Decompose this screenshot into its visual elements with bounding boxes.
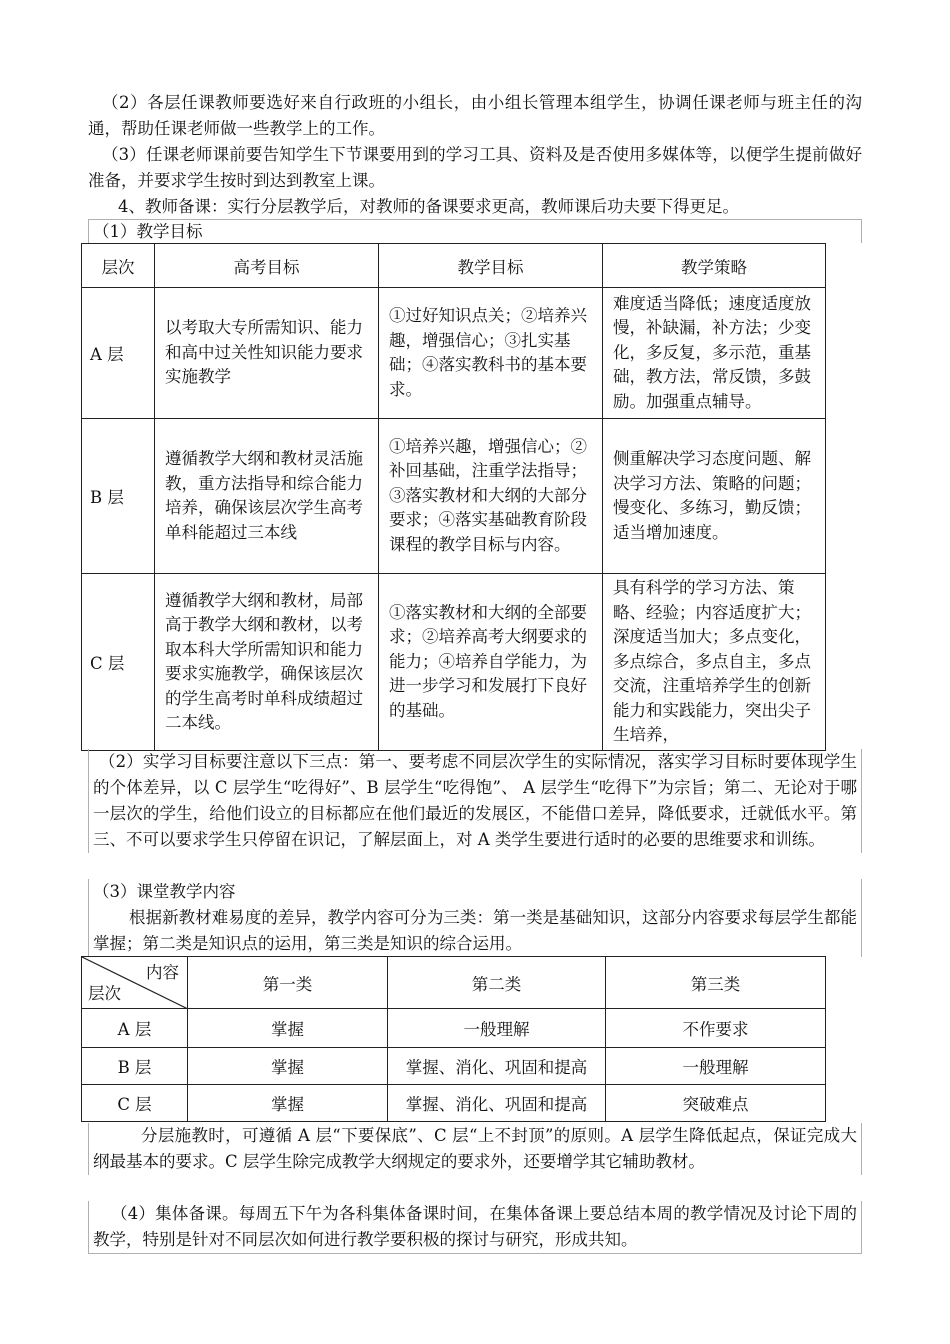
- exam-goal-cell: 以考取大专所需知识、能力和高中过关性知识能力要求实施教学: [155, 288, 379, 419]
- strategy-cell: 难度适当降低；速度适度放慢，补缺漏，补方法；少变化，多反复，多示范，重基础，教方法，常反馈，多鼓励。加强重点辅导。: [603, 288, 826, 419]
- header-level: 层次: [82, 244, 155, 288]
- content-categories-table: [81, 956, 826, 1122]
- table-header-row: [82, 244, 826, 288]
- category-2-cell: 掌握、消化、巩固和提高: [388, 1048, 606, 1085]
- exam-goal-cell: 遵循教学大纲和教材，局部高于教学大纲和教材，以考取本科大学所需知识和能力要求实施教学，确保该层次的学生高考时单科成绩超过二本线。: [155, 574, 379, 751]
- header-teaching-goal: 教学目标: [379, 244, 603, 288]
- teaching-goal-cell: ①培养兴趣，增强信心；②补回基础，注重学法指导；③落实教材和大纲的大部分要求；④落实基础教育阶段课程的教学目标与内容。: [379, 419, 603, 574]
- level-cell: A 层: [82, 288, 155, 419]
- table-row: [82, 288, 826, 419]
- header-teaching-strategy: 教学策略: [603, 244, 826, 288]
- header-category-1: 第一类: [188, 957, 388, 1009]
- category-2-cell: 掌握、消化、巩固和提高: [388, 1085, 606, 1122]
- header-category-3: 第三类: [606, 957, 826, 1009]
- header-exam-goal: 高考目标: [155, 244, 379, 288]
- category-1-cell: 掌握: [188, 1048, 388, 1085]
- paragraph-learning-goal-notes: （2）实学习目标要注意以下三点：第一、要考虑不同层次学生的实际情况，落实学习目标时要体现学生的个体差异，以 C 层学生“吃得好”、B 层学生“吃得饱”、 A 层学生“吃得下”为宗旨；第二、无论对于哪一层次的学生，给他们设立的目标都应在他们最近的发展区，不能借口差异，降低要求，迁就低水平。第三、不可以要求学生只停留在识记，了解层面上，对 A 类学生要进行适时的必要的思维要求和训练。: [88, 749, 862, 853]
- table-row: [82, 419, 826, 574]
- diagonal-header-cell: [82, 957, 188, 1009]
- level-cell: B 层: [82, 419, 155, 574]
- corner-label-content: 内容: [146, 963, 179, 982]
- table-row: [82, 574, 826, 751]
- level-cell: A 层: [82, 1009, 188, 1048]
- header-category-2: 第二类: [388, 957, 606, 1009]
- exam-goal-cell: 遵循教学大纲和教材灵活施教，重方法指导和综合能力培养，确保该层次学生高考单科能超过三本线: [155, 419, 379, 574]
- paragraph-layered-principle: 分层施教时，可遵循 A 层“下要保底”、C 层“上不封顶”的原则。A 层学生降低起点，保证完成大纲最基本的要求。C 层学生除完成教学大纲规定的要求外，还要增学其它辅助教材。: [88, 1123, 862, 1175]
- paragraph-collective-prep: （4）集体备课。每周五下午为各科集体备课时间，在集体备课上要总结本周的教学情况及讨论下周的教学，特别是针对不同层次如何进行教学要积极的探讨与研究，形成共知。: [88, 1201, 862, 1254]
- table-row: [82, 1085, 826, 1122]
- table-row: [82, 1009, 826, 1048]
- teaching-goal-cell: ①过好知识点关；②培养兴趣，增强信心；③扎实基础；④落实教科书的基本要求。: [379, 288, 603, 419]
- corner-label-level: 层次: [88, 984, 121, 1003]
- level-cell: B 层: [82, 1048, 188, 1085]
- category-1-cell: 掌握: [188, 1009, 388, 1048]
- table-header-row: [82, 957, 826, 1009]
- category-3-cell: 突破难点: [606, 1085, 826, 1122]
- teaching-goal-cell: ①落实教材和大纲的全部要求；②培养高考大纲要求的能力；④培养自学能力，为进一步学习和发展打下良好的基础。: [379, 574, 603, 751]
- category-1-cell: 掌握: [188, 1085, 388, 1122]
- paragraph-class-preparation: （3）任课老师课前要告知学生下节课要用到的学习工具、资料及是否使用多媒体等，以便学生提前做好准备，并要求学生按时到达到教室上课。: [88, 145, 862, 190]
- strategy-cell: 侧重解决学习态度问题、解决学习方法、策略的问题；慢变化、多练习，勤反馈；适当增加速度。: [603, 419, 826, 574]
- category-2-cell: 一般理解: [388, 1009, 606, 1048]
- heading-teaching-goals: （1）教学目标: [88, 219, 862, 243]
- table-row: [82, 1048, 826, 1085]
- level-cell: C 层: [82, 1085, 188, 1122]
- teaching-goals-table: [81, 243, 826, 751]
- heading-class-content: （3）课堂教学内容: [88, 879, 862, 905]
- category-3-cell: 不作要求: [606, 1009, 826, 1048]
- category-3-cell: 一般理解: [606, 1048, 826, 1085]
- paragraph-teacher-lesson-prep: 4、教师备课：实行分层教学后，对教师的备课要求更高，教师课后功夫要下得更足。: [118, 197, 739, 216]
- strategy-cell: 具有科学的学习方法、策略、经验；内容适度扩大；深度适当加大；多点变化，多点综合，多点自主，多点交流，注重培养学生的创新能力和实践能力，突出尖子生培养，: [603, 574, 826, 751]
- paragraph-content-categories: 根据新教材难易度的差异，教学内容可分为三类：第一类是基础知识，这部分内容要求每层学生都能掌握；第二类是知识点的运用，第三类是知识的综合运用。: [88, 905, 862, 957]
- paragraph-group-leaders: （2）各层任课教师要选好来自行政班的小组长，由小组长管理本组学生，协调任课老师与班主任的沟通，帮助任课老师做一些教学上的工作。: [88, 93, 862, 138]
- level-cell: C 层: [82, 574, 155, 751]
